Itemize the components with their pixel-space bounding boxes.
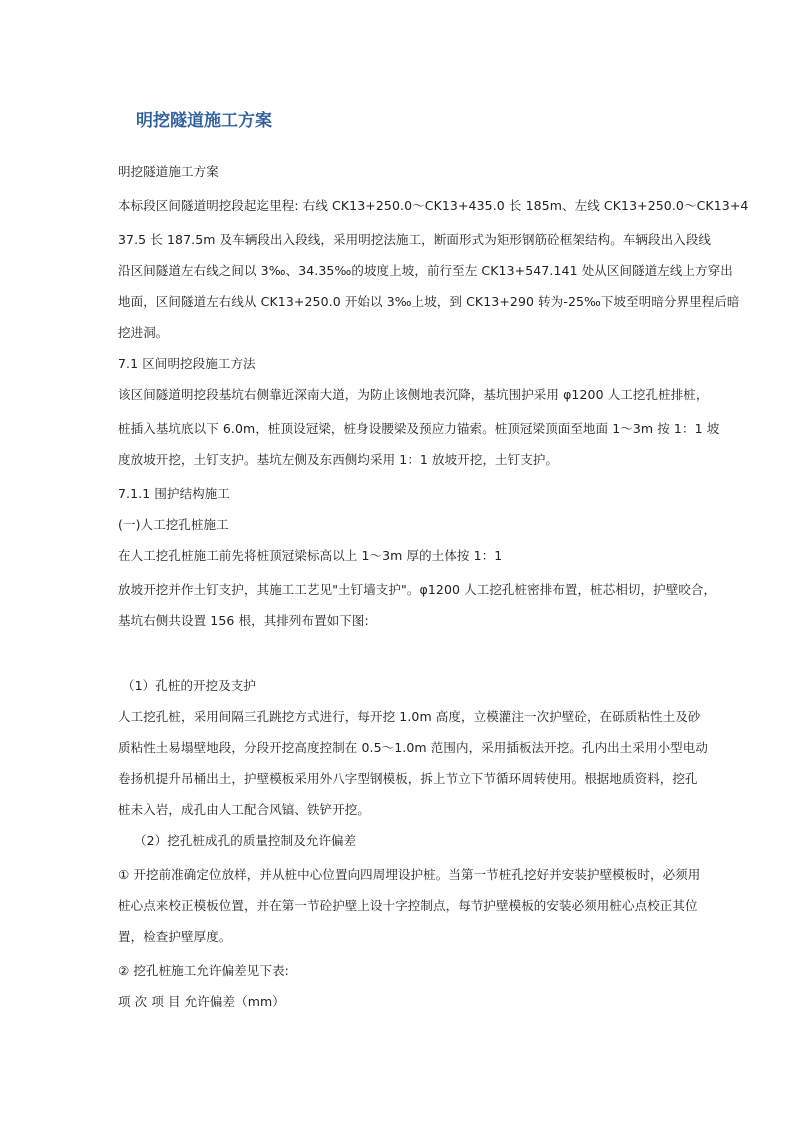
text-line: 该区间隧道明挖段基坑右侧靠近深南大道，为防止该侧地表沉降，基坑围护采用 φ1200 人工挖孔桩排桩， (118, 387, 709, 402)
table-header: 项 次 项 目 允许偏差（mm） (118, 994, 285, 1009)
text-line: 地面，区间隧道左右线从 CK13+250.0 开始以 3‰上坡，到 CK13+290 转为-25‰下坡至明暗分界里程后暗 (118, 294, 740, 309)
text-line: ② 挖孔桩施工允许偏差见下表: (118, 963, 289, 978)
text-line: 放坡开挖并作土钉支护，其施工工艺见"土钉墙支护"。φ1200 人工挖孔桩密排布置，桩芯相切，护壁咬合， (118, 582, 717, 597)
text-line: 37.5 长 187.5m 及车辆段出入段线，采用明挖法施工，断面形式为矩形钢筋砼框架结构。车辆段出入段线 (118, 232, 712, 247)
text-line: 度放坡开挖，土钉支护。基坑左侧及东西侧均采用 1：1 放坡开挖，土钉支护。 (118, 452, 559, 467)
section-heading: （1）孔桩的开挖及支护 (122, 678, 257, 693)
text-line: 挖进洞。 (118, 325, 169, 340)
section-heading: （2）挖孔桩成孔的质量控制及允许偏差 (134, 833, 357, 848)
text-line: 本标段区间隧道明挖段起迄里程: 右线 CK13+250.0～CK13+435.0 长 185m、左线 CK13+250.0～CK13+4 (118, 198, 749, 213)
text-line: 在人工挖孔桩施工前先将桩顶冠梁标高以上 1～3m 厚的土体按 1：1 (118, 548, 503, 563)
section-heading: (一)人工挖孔桩施工 (118, 517, 229, 532)
document-title: 明挖隧道施工方案 (136, 111, 272, 131)
text-line: 质粘性土易塌壁地段，分段开挖高度控制在 0.5～1.0m 范围内，采用插板法开挖。孔内出土采用小型电动 (118, 740, 708, 755)
text-line: 明挖隧道施工方案 (118, 164, 219, 179)
text-line: 沿区间隧道左右线之间以 3‰、34.35‰的坡度上坡，前行至左 CK13+547.141 处从区间隧道左线上方穿出 (118, 263, 733, 278)
text-line: 桩心点来校正模板位置，并在第一节砼护壁上设十字控制点，每节护壁模板的安装必须用桩心点校正其位 (118, 898, 698, 913)
text-line: 桩插入基坑底以下 6.0m，桩顶设冠梁，桩身设腰梁及预应力锚索。桩顶冠梁顶面至地面 1～3m 按 1：1 坡 (118, 421, 720, 436)
text-line: 置，检查护壁厚度。 (118, 929, 232, 944)
text-line: 基坑右侧共设置 156 根，其排列布置如下图: (118, 613, 369, 628)
section-heading: 7.1 区间明挖段施工方法 (118, 356, 256, 371)
section-heading: 7.1.1 围护结构施工 (118, 486, 230, 501)
text-line: 卷扬机提升吊桶出土，护壁模板采用外八字型钢模板，拆上节立下节循环周转使用。根据地质资料，挖孔 (118, 771, 698, 786)
text-line: ① 开挖前准确定位放样，并从桩中心位置向四周埋设护桩。当第一节桩孔挖好并安装护壁模板时，必须用 (118, 867, 701, 882)
text-line: 桩未入岩，成孔由人工配合风镐、铁铲开挖。 (118, 802, 371, 817)
text-line: 人工挖孔桩，采用间隔三孔跳挖方式进行，每开挖 1.0m 高度，立模灌注一次护壁砼，在砾质粘性土及砂 (118, 709, 701, 724)
